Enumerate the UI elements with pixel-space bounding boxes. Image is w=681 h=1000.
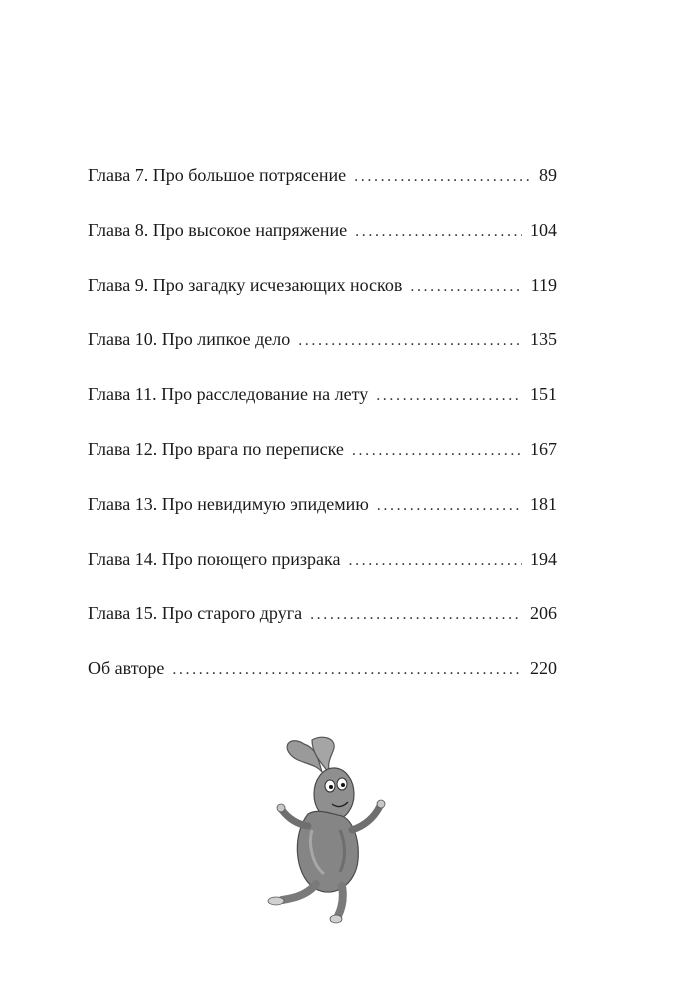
toc-leader-dots bbox=[410, 273, 522, 301]
toc-leader-dots bbox=[377, 492, 522, 520]
toc-entry-title: Глава 8. Про высокое напряжение bbox=[88, 219, 348, 240]
table-of-contents bbox=[88, 161, 557, 709]
toc-entry-title: Глава 10. Про липкое дело bbox=[88, 329, 291, 350]
toc-entry-title: Об авторе bbox=[88, 658, 165, 679]
toc-entry-page: 167 bbox=[530, 438, 557, 459]
toc-entry-page: 104 bbox=[530, 219, 557, 240]
toc-entry bbox=[88, 161, 557, 216]
bunny-illustration bbox=[252, 734, 402, 924]
toc-entry-title: Глава 9. Про загадку исчезающих носков bbox=[88, 274, 403, 295]
toc-entry bbox=[88, 380, 557, 435]
toc-entry-page: 135 bbox=[530, 329, 557, 350]
toc-entry bbox=[88, 325, 557, 380]
toc-leader-dots bbox=[355, 218, 522, 246]
toc-entry-title: Глава 11. Про расследование на лету bbox=[88, 384, 369, 405]
toc-leader-dots bbox=[310, 601, 522, 629]
toc-entry-title: Глава 7. Про большое потрясение bbox=[88, 165, 347, 185]
toc-entry-title: Глава 12. Про врага по переписке bbox=[88, 438, 344, 459]
toc-entry bbox=[88, 490, 557, 545]
toc-entry-page: 89 bbox=[539, 165, 557, 185]
toc-leader-dots bbox=[354, 163, 531, 191]
toc-leader-dots bbox=[376, 382, 522, 410]
toc-entry bbox=[88, 435, 557, 490]
fluffy-bunny-character-icon bbox=[252, 734, 402, 924]
toc-entry-page: 220 bbox=[530, 658, 557, 679]
toc-entry-title: Глава 13. Про невидимую эпидемию bbox=[88, 493, 369, 514]
toc-leader-dots bbox=[348, 547, 522, 575]
toc-entry-page: 194 bbox=[530, 548, 557, 569]
toc-leader-dots bbox=[352, 437, 522, 465]
toc-leader-dots bbox=[298, 327, 522, 355]
toc-entry-page: 206 bbox=[530, 603, 557, 624]
toc-entry bbox=[88, 654, 557, 709]
toc-entry bbox=[88, 599, 557, 654]
toc-entry-page: 119 bbox=[530, 274, 557, 295]
toc-entry-page: 181 bbox=[530, 493, 557, 514]
toc-entry-title: Глава 14. Про поющего призрака bbox=[88, 548, 341, 569]
toc-leader-dots bbox=[172, 656, 522, 684]
toc-entry-page: 151 bbox=[530, 384, 557, 405]
toc-entry-title: Глава 15. Про старого друга bbox=[88, 603, 303, 624]
toc-entry bbox=[88, 216, 557, 271]
toc-entry bbox=[88, 545, 557, 600]
toc-entry bbox=[88, 271, 557, 326]
